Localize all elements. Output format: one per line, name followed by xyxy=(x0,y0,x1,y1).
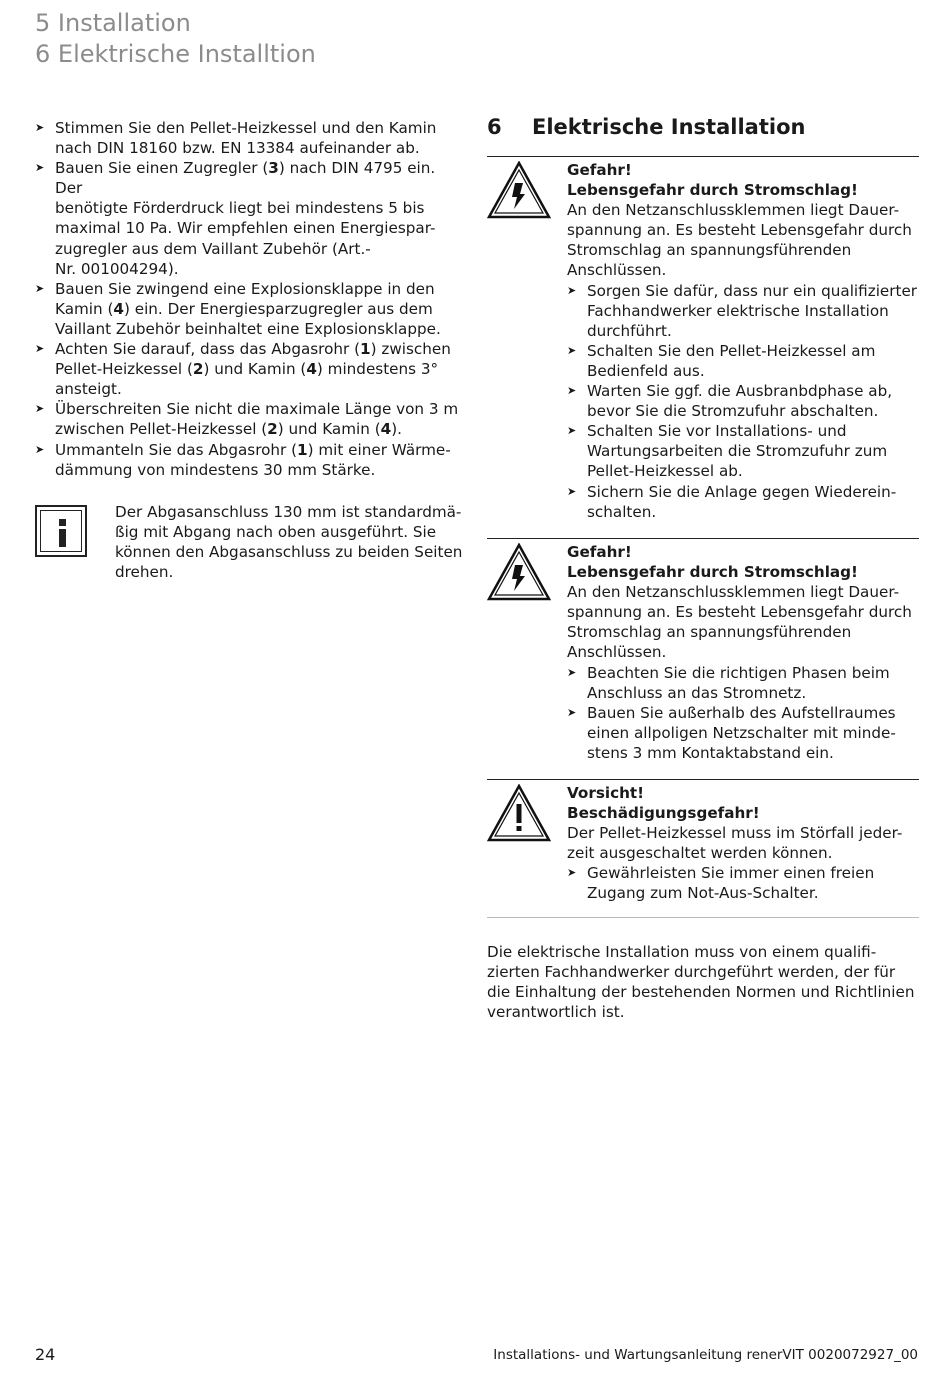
arrow-bullet-icon xyxy=(567,281,581,301)
arrow-bullet-icon xyxy=(35,158,49,178)
caution-warning-box xyxy=(487,779,919,918)
info-note xyxy=(35,502,467,592)
info-text: Der Abgasanschluss 130 mm ist standardmä- ßig mit Abgang nach oben ausgeführt. Sie können den Abgasanschluss zu beiden Seiten drehen. xyxy=(115,502,463,581)
warning-headline: Lebensgefahr durch Stromschlag! xyxy=(567,181,858,200)
page-number: 24 xyxy=(35,1345,56,1364)
warning-label: Gefahr! xyxy=(567,543,632,561)
arrow-bullet-icon xyxy=(567,341,581,361)
list-item: ➤ Stimmen Sie den Pellet-Heizkessel und den Kamin nach DIN 18160 bzw. EN 13384 aufeinander ab. xyxy=(35,118,467,158)
section-heading: Elektrische Installation xyxy=(532,115,806,139)
list-item: ➤ Bauen Sie zwingend eine Explosionsklappe in den Kamin (4) ein. Der Energiesparzugregler aus dem Vaillant Zubehör beinhaltet eine Explosionsklappe. xyxy=(35,279,467,339)
right-column xyxy=(487,112,919,1022)
arrow-bullet-icon xyxy=(567,421,581,441)
document-title: Installations- und Wartungsanleitung renerVIT 0020072927_00 xyxy=(493,1347,918,1363)
arrow-bullet-icon xyxy=(567,381,581,401)
list-item: ➤ Schalten Sie den Pellet-Heizkessel am Bedienfeld aus. xyxy=(567,341,919,381)
list-item: ➤ Sorgen Sie dafür, dass nur ein qualifizierter Fachhandwerker elektrische Installation durchführt. xyxy=(567,281,919,341)
closing-paragraph: Die elektrische Installation muss von einem qualifi- zierten Fachhandwerker durchgeführt werden, der für die Einhaltung der bestehenden Normen und Richtlinien verantwortlich ist. xyxy=(487,943,915,1022)
exclamation-warning-icon xyxy=(487,784,551,842)
warning-text: An den Netzanschlussklemmen liegt Dauer- spannung an. Es besteht Lebensgefahr durch Stromschlag an spannungsführenden Anschlüssen. xyxy=(567,583,912,662)
info-icon xyxy=(35,505,87,557)
warning-headline: Beschädigungsgefahr! xyxy=(567,804,760,823)
list-item: ➤ Bauen Sie außerhalb des Aufstellraumes einen allpoligen Netzschalter mit minde- stens 3 mm Kontaktabstand ein. xyxy=(567,703,919,763)
arrow-bullet-icon xyxy=(35,440,49,460)
danger-warning-box xyxy=(487,156,919,538)
list-item: ➤ Beachten Sie die richtigen Phasen beim Anschluss an das Stromnetz. xyxy=(567,663,919,703)
warning-text: Der Pellet-Heizkessel muss im Störfall jeder- zeit ausgeschaltet werden können. xyxy=(567,824,903,863)
list-item: ➤ Achten Sie darauf, dass das Abgasrohr (1) zwischen Pellet-Heizkessel (2) und Kamin (4) mindestens 3° ansteigt. xyxy=(35,339,467,399)
list-item: ➤ Bauen Sie einen Zugregler (3) nach DIN 4795 ein. Der benötigte Förderdruck liegt bei mindestens 5 bis maximal 10 Pa. Wir empfehlen einen Energiespar- zugregler aus dem Vaillant Zubehör (Art.- Nr. 001004294). xyxy=(35,158,467,279)
list-item: ➤ Gewährleisten Sie immer einen freien Zugang zum Not-Aus-Schalter. xyxy=(567,863,919,903)
header-chapter-5: 5 Installation xyxy=(35,9,191,37)
warning-label: Gefahr! xyxy=(567,161,632,179)
warning-actions xyxy=(567,663,919,763)
arrow-bullet-icon xyxy=(35,339,49,359)
section-title xyxy=(487,112,919,156)
electric-shock-warning-icon xyxy=(487,161,551,219)
list-item: ➤ Warten Sie ggf. die Ausbranbdphase ab, bevor Sie die Stromzufuhr abschalten. xyxy=(567,381,919,421)
arrow-bullet-icon xyxy=(567,703,581,723)
arrow-bullet-icon xyxy=(35,279,49,299)
list-item: ➤ Sichern Sie die Anlage gegen Wiederein- schalten. xyxy=(567,482,919,522)
warning-text: An den Netzanschlussklemmen liegt Dauer- spannung an. Es besteht Lebensgefahr durch Stromschlag an spannungsführenden Anschlüssen. xyxy=(567,201,912,280)
list-item: ➤ Schalten Sie vor Installations- und Wartungsarbeiten die Stromzufuhr zum Pellet-Heizkessel ab. xyxy=(567,421,919,481)
arrow-bullet-icon xyxy=(35,118,49,138)
installation-steps xyxy=(35,118,467,480)
list-item: ➤ Überschreiten Sie nicht die maximale Länge von 3 m zwischen Pellet-Heizkessel (2) und Kamin (4). xyxy=(35,399,467,439)
arrow-bullet-icon xyxy=(35,399,49,419)
warning-actions xyxy=(567,863,919,903)
page-header xyxy=(35,8,316,70)
section-number: 6 xyxy=(487,115,502,139)
arrow-bullet-icon xyxy=(567,863,581,883)
warning-headline: Lebensgefahr durch Stromschlag! xyxy=(567,563,858,582)
arrow-bullet-icon xyxy=(567,663,581,683)
warning-label: Vorsicht! xyxy=(567,784,645,802)
arrow-bullet-icon xyxy=(567,482,581,502)
header-chapter-6: 6 Elektrische Installtion xyxy=(35,40,316,68)
danger-warning-box xyxy=(487,538,919,779)
electric-shock-warning-icon xyxy=(487,543,551,601)
list-item: ➤ Ummanteln Sie das Abgasrohr (1) mit einer Wärme- dämmung von mindestens 30 mm Stärke. xyxy=(35,440,467,480)
warning-actions xyxy=(567,281,919,522)
left-column xyxy=(35,118,467,592)
